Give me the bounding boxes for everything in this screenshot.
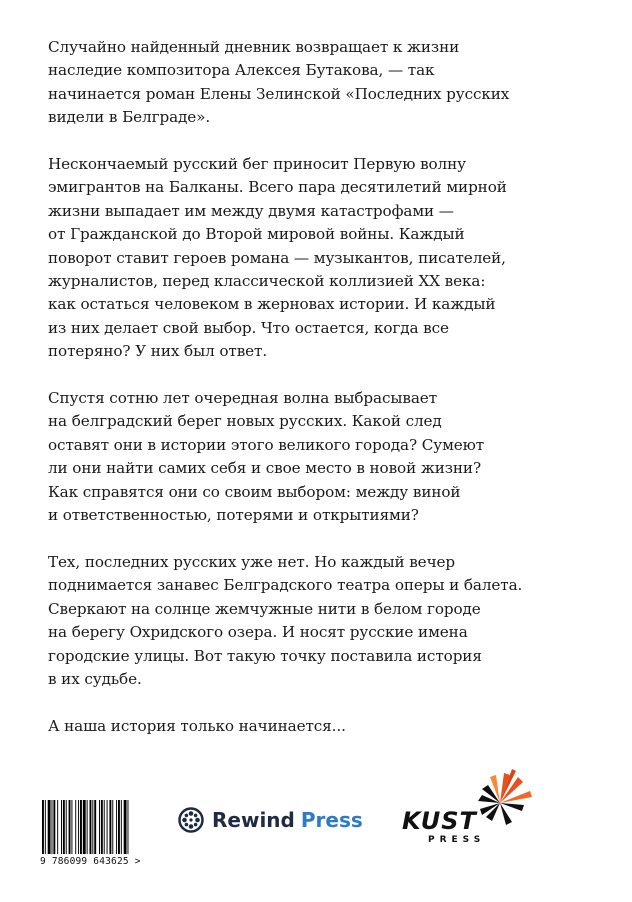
text-line: городские улицы. Вот такую точку поставила история [48, 646, 482, 665]
barcode-bar [109, 800, 111, 854]
logo-word-kust: KUST [402, 807, 477, 835]
barcode-bar [75, 800, 76, 854]
text-line: как остаться человеком в жерновах истории. И каждый [48, 295, 496, 314]
paragraph-4 [48, 551, 608, 691]
barcode-bar [104, 800, 105, 854]
barcode-bar [45, 800, 46, 854]
text-line: эмигрантов на Балканы. Всего пара десятилетий мирной [48, 178, 507, 197]
barcode-bar [80, 800, 82, 854]
logo-word-rewind: Rewind [212, 808, 295, 832]
text-line: и ответственностью, потерями и открытиями? [48, 506, 419, 525]
film-reel-icon [178, 807, 204, 833]
barcode-bar [124, 800, 127, 854]
barcode-bar [52, 800, 53, 854]
barcode-bar [92, 800, 93, 854]
text-line: видели в Белграде». [48, 108, 211, 127]
text-line: Как справятся они со своим выбором: между виной [48, 482, 461, 501]
text-line: потеряно? У них был ответ. [48, 342, 268, 361]
barcode-bar [116, 800, 117, 854]
barcode-bar [69, 800, 71, 854]
text-line: на берегу Охридского озера. И носят русские имена [48, 623, 468, 642]
text-line: А наша история только начинается... [48, 716, 346, 735]
text-line: поворот ставит героев романа — музыкантов, писателей, [48, 248, 506, 267]
text-line: жизни выпадает им между двумя катастрофами — [48, 201, 454, 220]
text-line: Тех, последних русских уже нет. Но каждый вечер [48, 552, 456, 571]
rewind-press-logo [178, 803, 363, 837]
barcode-bar [66, 800, 67, 854]
isbn-number: 9 786099 643625 > [40, 856, 141, 867]
barcode-bar [53, 800, 55, 854]
barcode-bar [121, 800, 122, 854]
paragraph-5 [48, 715, 608, 738]
barcode-bar [71, 800, 72, 854]
text-line: Случайно найденный дневник возвращает к жизни [48, 38, 460, 56]
barcode-bar [83, 800, 86, 854]
barcode-bar [99, 800, 100, 854]
barcode-bar [90, 800, 92, 854]
text-line: ли они найти самих себя и свое место в новой жизни? [48, 459, 482, 478]
barcode-bar [107, 800, 108, 854]
kust-press-logo [398, 765, 548, 855]
text-line: Сверкают на солнце жемчужные нити в белом городе [48, 599, 481, 618]
text-line: в их судьбе. [48, 669, 142, 688]
text-line: поднимается занавес Белградского театра оперы и балета. [48, 576, 523, 595]
barcode-bar [63, 800, 65, 854]
text-line: из них делает свой выбор. Что остается, когда все [48, 318, 449, 337]
logo-word-press: Press [300, 808, 363, 832]
text-line: Спустя сотню лет очередная волна выбрасывает [48, 389, 437, 408]
barcode-bar [48, 800, 51, 854]
back-cover-text [48, 36, 608, 762]
barcode-bar [78, 800, 79, 854]
text-line: журналистов, перед классической коллизией XX века: [48, 272, 486, 291]
barcode-bar [112, 800, 113, 854]
text-line: на белградский берег новых русских. Какой след [48, 412, 442, 431]
barcode-bar [61, 800, 62, 854]
paragraph-3 [48, 387, 608, 527]
barcode-bar [94, 800, 96, 854]
logo-word-press-sub: PRESS [428, 835, 486, 845]
barcode-bars [40, 800, 162, 856]
text-line: начинается роман Елены Зелинской «Последних русских [48, 84, 510, 103]
paragraph-2 [48, 153, 608, 364]
text-line: Нескончаемый русский бег приносит Первую волну [48, 155, 466, 174]
barcode-bar [57, 800, 58, 854]
barcode-bar [101, 800, 103, 854]
barcode-bar [128, 800, 129, 854]
isbn-barcode [40, 800, 162, 874]
barcode-bar [118, 800, 120, 854]
text-line: оставят они в истории этого великого города? Сумеют [48, 435, 485, 454]
barcode-bar [87, 800, 88, 854]
paragraph-1 [48, 36, 608, 130]
text-line: от Гражданской до Второй мировой войны. Каждый [48, 225, 465, 244]
barcode-bar [42, 800, 44, 854]
text-line: наследие композитора Алексея Бутакова, — так [48, 61, 435, 80]
